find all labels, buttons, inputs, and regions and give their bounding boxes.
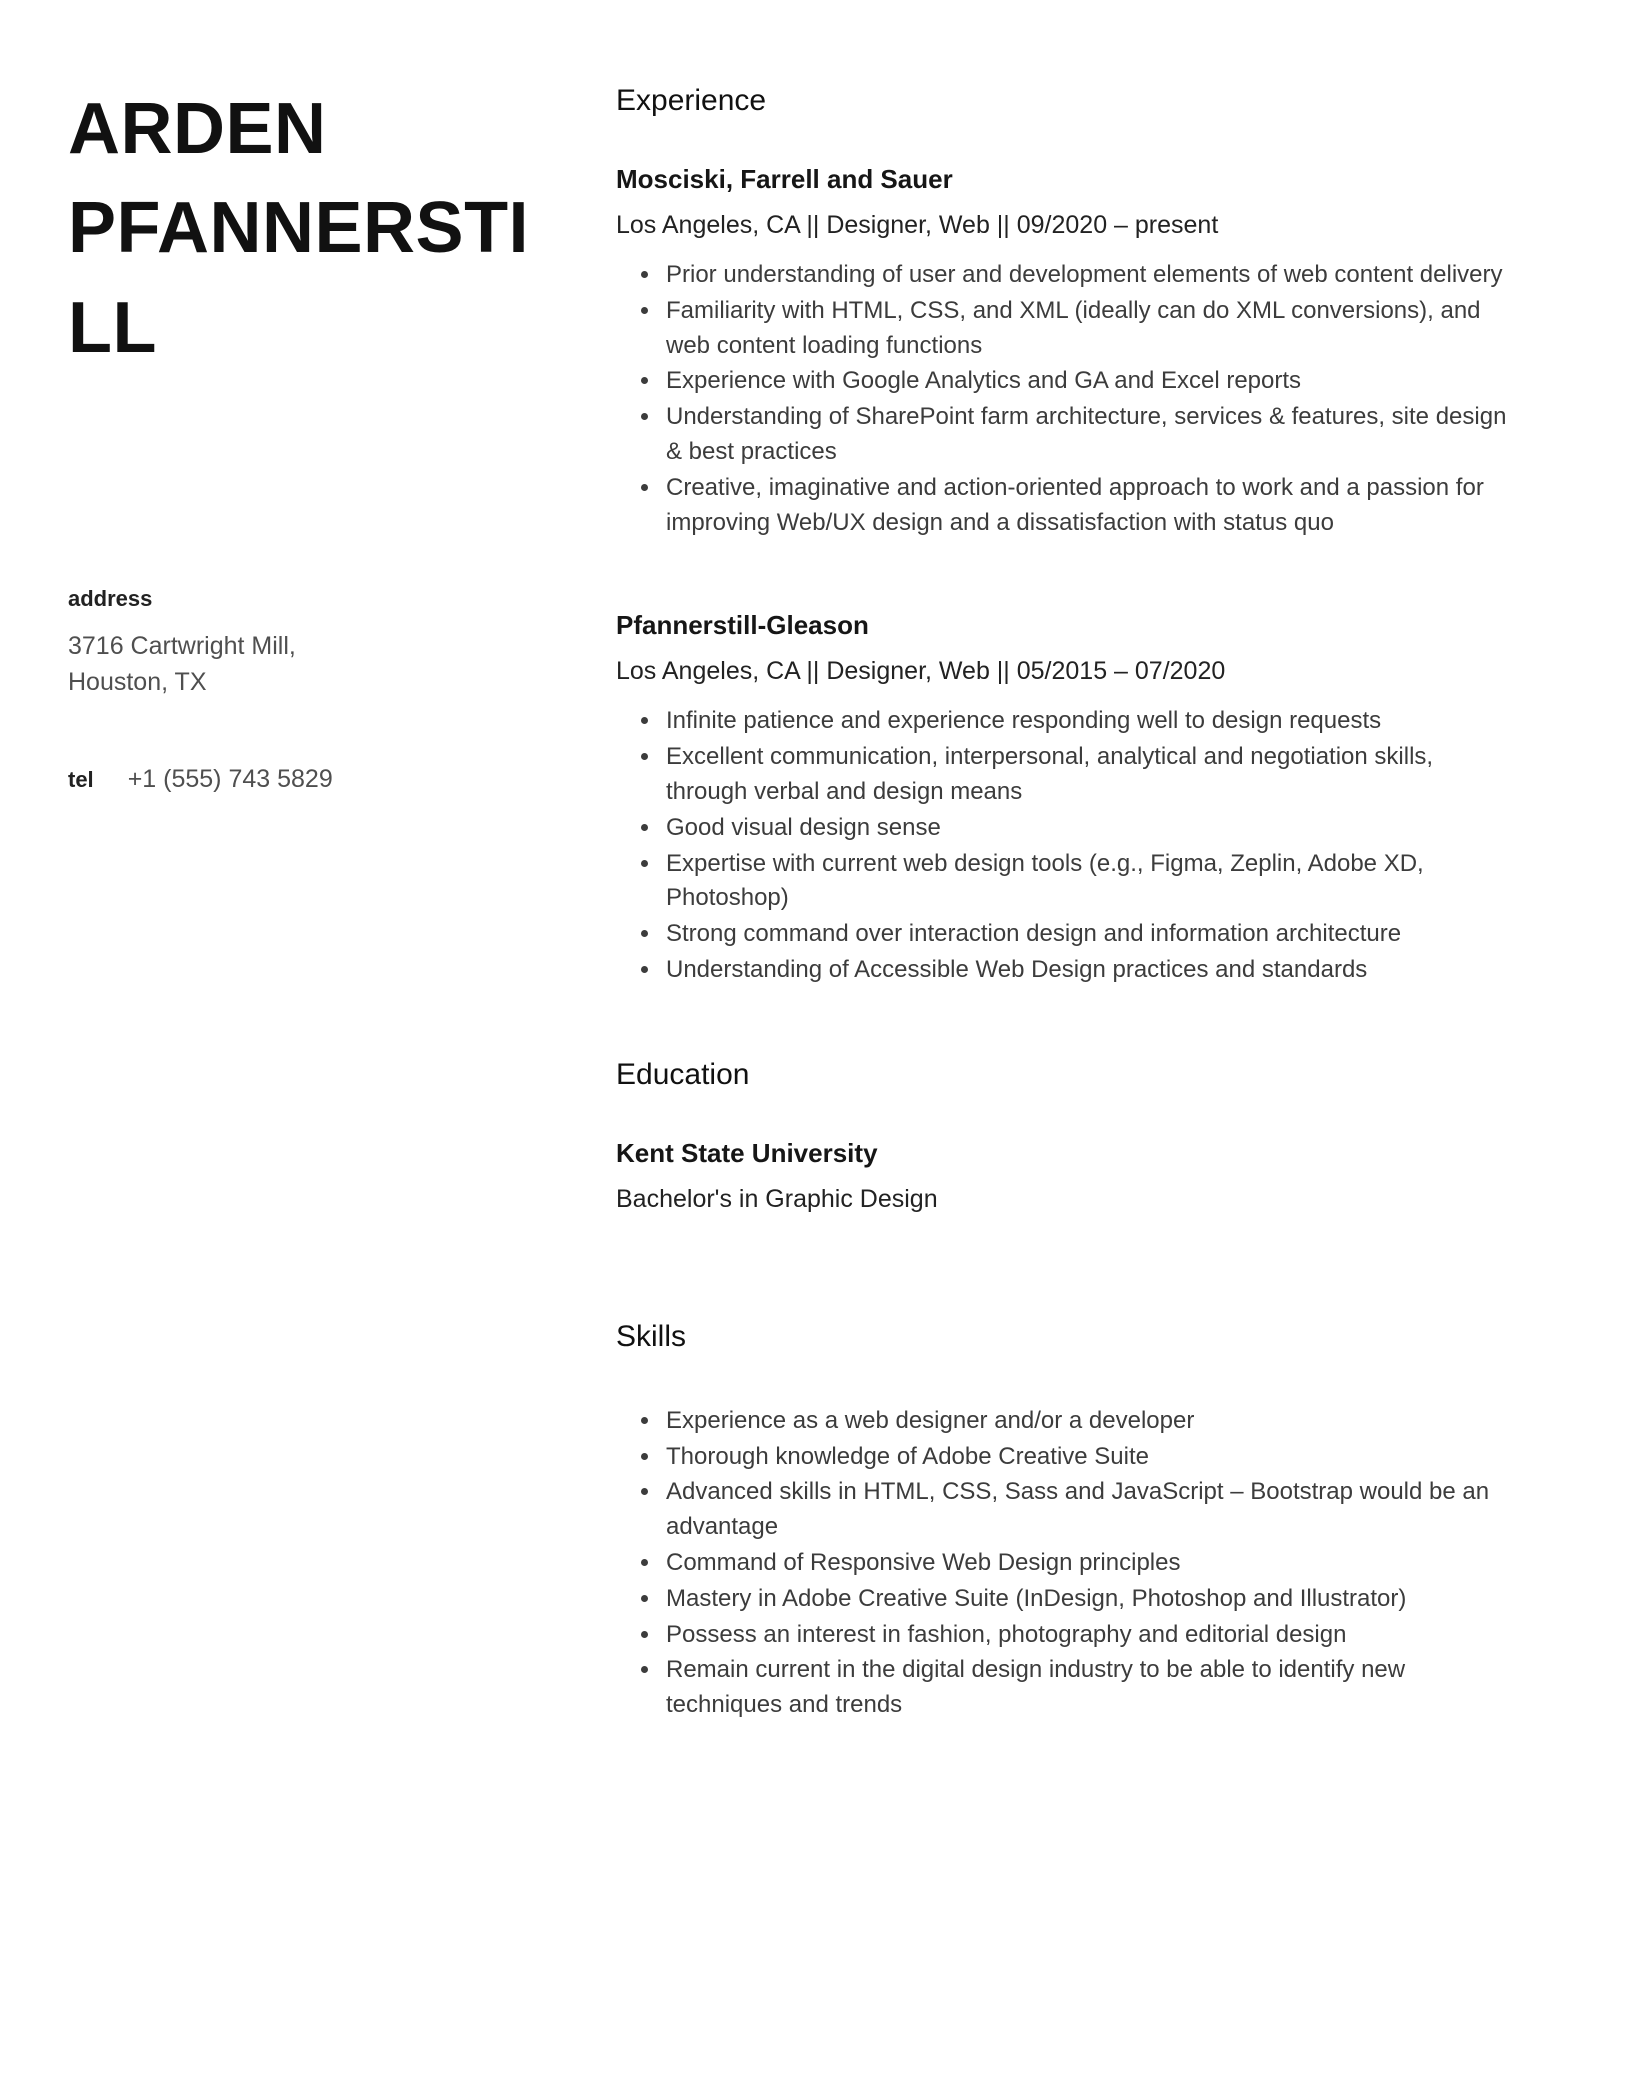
skill-bullet: • Command of Responsive Web Design principles [662,1546,1518,1581]
tel-label: tel [68,766,94,792]
skill-bullet: • Mastery in Adobe Creative Suite (InDesign, Photoshop and Illustrator) [662,1582,1518,1617]
address-line-1: 3716 Cartwright Mill, [68,632,296,661]
job-meta: Los Angeles, CA || Designer, Web || 05/2015 – 07/2020 [616,657,1226,686]
job-bullet: • Good visual design sense [662,811,1518,846]
address-label: address [68,586,153,612]
left-column [68,78,560,2058]
job-bullet-list [616,258,1518,540]
job-bullet-list [616,704,1518,987]
job-bullet: • Experience with Google Analytics and GA and Excel reports [662,364,1518,399]
tel-value: +1 (555) 743 5829 [127,764,333,793]
job-bullet: • Strong command over interaction design and information architecture [662,917,1518,952]
tel-block [68,761,560,797]
experience-section [616,84,1518,988]
job-bullet: • Prior understanding of user and development elements of web content delivery [662,258,1518,293]
job-bullet: • Expertise with current web design tools (e.g., Figma, Zeplin, Adobe XD, Photoshop) [662,847,1518,917]
job-bullet: • Familiarity with HTML, CSS, and XML (ideally can do XML conversions), and web content loading functions [662,294,1518,364]
education-heading: Education [616,1057,750,1091]
job-entry [616,610,1518,987]
education-section [616,1058,1518,1214]
skill-bullet: • Possess an interest in fashion, photography and editorial design [662,1618,1518,1653]
job-entry [616,164,1518,540]
education-degree: Bachelor's in Graphic Design [616,1184,938,1213]
skill-bullet: • Experience as a web designer and/or a developer [662,1404,1518,1439]
job-bullet: • Understanding of Accessible Web Design practices and standards [662,953,1518,988]
address-line-2: Houston, TX [68,668,207,697]
skill-bullet: • Advanced skills in HTML, CSS, Sass and JavaScript – Bootstrap would be an advantage [662,1475,1518,1545]
job-company: Pfannerstill-Gleason [616,610,869,641]
experience-heading: Experience [616,84,767,117]
skills-section [616,1320,1518,1723]
job-meta: Los Angeles, CA || Designer, Web || 09/2020 – present [616,211,1219,239]
job-bullet: • Infinite patience and experience responding well to design requests [662,704,1518,739]
skill-bullet: • Remain current in the digital design industry to be able to identify new techniques and trends [662,1653,1518,1723]
job-bullet: • Excellent communication, interpersonal, analytical and negotiation skills, through verbal and design means [662,740,1518,810]
candidate-name: ARDEN PFANNERSTILL [68,89,530,368]
skills-heading: Skills [616,1319,687,1353]
right-column [560,78,1518,2058]
job-company: Mosciski, Farrell and Sauer [616,164,953,194]
education-school: Kent State University [616,1137,878,1168]
skills-bullet-list [616,1404,1518,1723]
address-block [68,586,560,701]
job-bullet: • Creative, imaginative and action-oriented approach to work and a passion for improving Web/UX design and a dissatisfaction with status quo [662,471,1518,541]
job-bullet: • Understanding of SharePoint farm architecture, services & features, site design & best practices [662,400,1518,470]
skill-bullet: • Thorough knowledge of Adobe Creative Suite [662,1440,1518,1475]
